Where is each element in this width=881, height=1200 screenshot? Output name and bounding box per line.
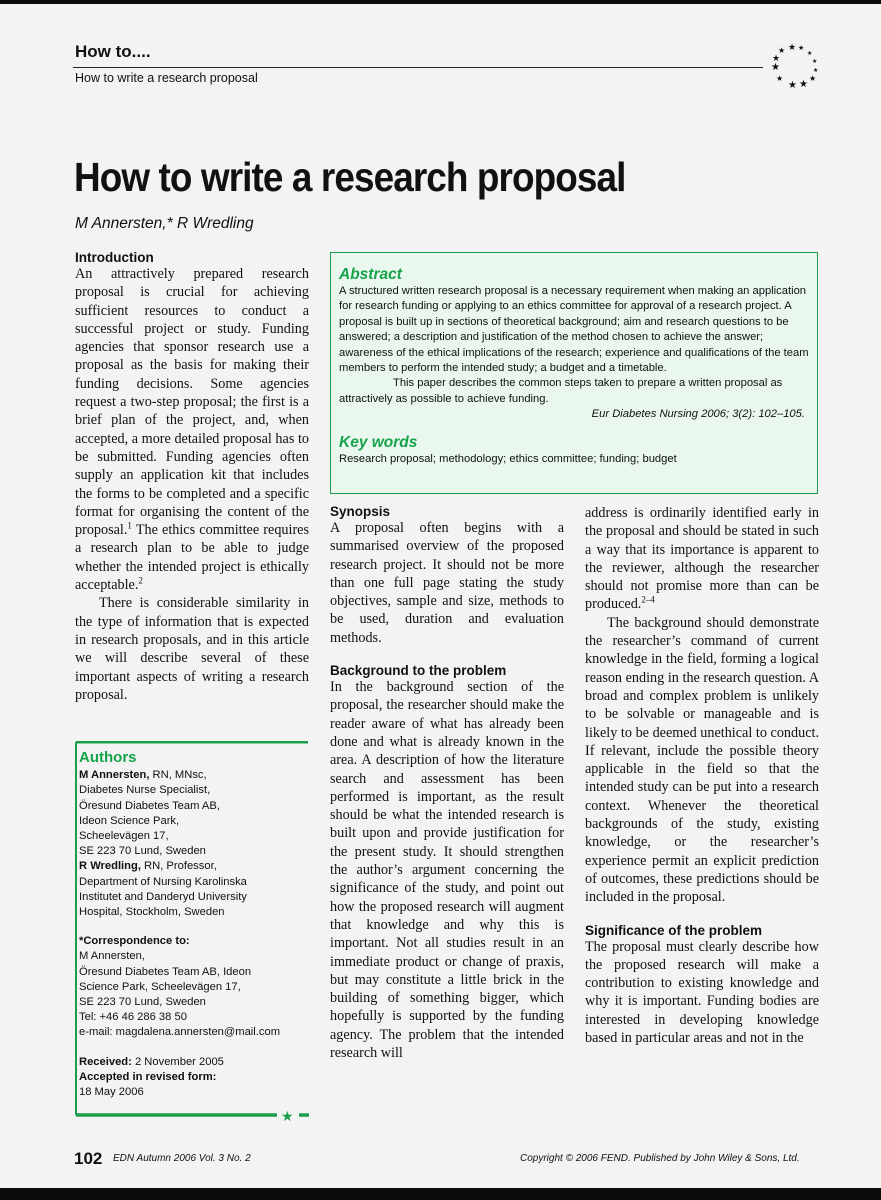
svg-text:★: ★ — [799, 79, 808, 90]
background-text: In the background section of the proposal, the researcher should make the reader aware of what has already been done and what is already known in the area. A description of how the literature search and assessment has been performed is important, as the result should be what the intended research is built upon and provide justification for the present study. It should strengthen the author’s argument concerning the significance of the study, and point out how the proposed research will augment that knowledge and why this is important. Not all studies result in an immediate product or change of praxis, but may constitute a little brick in the building of something bigger, which hopefully is supported by the funding agency. The problem that the intended research will — [330, 679, 564, 1062]
authors-box — [75, 741, 309, 1121]
author-1-affiliation-line: Ideon Science Park, — [79, 814, 180, 827]
author-2-affiliation-line: Hospital, Stockholm, Sweden — [79, 906, 225, 919]
correspondence-phone: Tel: +46 46 286 38 50 — [79, 1011, 187, 1024]
keywords-text: Research proposal; methodology; ethics committee; funding; budget — [339, 452, 677, 465]
author-1-affiliation-line: Diabetes Nurse Specialist, — [79, 784, 211, 797]
svg-text:★: ★ — [812, 59, 818, 65]
svg-text:★: ★ — [798, 44, 805, 52]
svg-text:★: ★ — [807, 51, 813, 57]
svg-text:★: ★ — [813, 68, 819, 74]
svg-text:★: ★ — [809, 74, 817, 83]
article-title: How to write a research proposal — [74, 154, 626, 200]
author-1: M Annersten, RN, MNsc, — [79, 769, 207, 782]
svg-text:★: ★ — [281, 1108, 294, 1121]
significance-heading: Significance of the problem — [585, 922, 763, 938]
correspondence-line: Öresund Diabetes Team AB, Ideon — [79, 965, 252, 978]
column-3 — [585, 504, 819, 1047]
column-3-paragraph-2: The background should demonstrate the researcher’s command of current knowledge in the field, forming a logical reason ending in the research question. A broad and complex problem is unlikely to be solvable or manageable and is likely to be deemed unethical to conduct. If relevant, include the possible theory applicable in the field so that the intended study can be put into a research context. Whenever the theoretical backgrounds of the study, existing knowledge, or the researcher’s experience permit an explicit prediction of outcomes, these predictions should be included in the proposal. — [585, 614, 819, 906]
eu-stars-icon — [766, 40, 822, 96]
correspondence-line: SE 223 70 Lund, Sweden — [79, 996, 206, 1009]
correspondence-email[interactable]: e-mail: magdalena.annersten@mail.com — [79, 1026, 281, 1039]
svg-text:★: ★ — [788, 42, 797, 52]
introduction-paragraph-2: There is considerable similarity in the type of information that is expected in research proposals, and in this article we will describe several of these important aspects of writing a research proposal. — [75, 595, 309, 703]
authors-heading: Authors — [79, 749, 137, 766]
author-1-affiliation-line: Öresund Diabetes Team AB, — [79, 799, 220, 812]
copyright-notice: Copyright © 2006 FEND. Published by John Wiley & Sons, Ltd. — [520, 1153, 800, 1164]
introduction-section — [75, 250, 309, 704]
svg-text:★: ★ — [772, 53, 781, 63]
accepted-date: 18 May 2006 — [79, 1086, 144, 1099]
correspondence-line: M Annersten, — [79, 950, 145, 963]
abstract-box — [330, 252, 818, 494]
background-heading: Background to the problem — [330, 663, 507, 679]
column-3-paragraph-1: address is ordinarily identified early in the proposal and should be stated in such a way that its importance is apparent to the reviewer, although the researcher should not promise more than can be produced.$^{2-4}$ — [585, 505, 819, 613]
journal-page — [0, 4, 881, 1188]
header-rule — [73, 67, 763, 68]
author-2: R Wredling, RN, Professor, — [79, 860, 217, 873]
column-2 — [330, 504, 564, 1062]
svg-text:★: ★ — [776, 74, 784, 83]
synopsis-text: A proposal often begins with a summarised overview of the proposed research project. It should not be more than one full page stating the study objectives, sample and size, methods to be used, duration and evaluation methods. — [330, 520, 564, 646]
keywords-heading: Key words — [339, 433, 418, 451]
section-subtitle: How to write a research proposal — [75, 71, 258, 85]
abstract-citation: Eur Diabetes Nursing 2006; 3(2): 102–105. — [591, 408, 805, 421]
correspondence-heading: *Correspondence to: — [79, 935, 190, 948]
page-number: 102 — [74, 1149, 103, 1168]
author-2-affiliation-line: Institutet and Danderyd University — [79, 890, 247, 903]
accepted-label: Accepted in revised form: — [79, 1070, 217, 1083]
received-date: Received: 2 November 2005 — [79, 1055, 224, 1068]
significance-text: The proposal must clearly describe how the proposed research will make a contribution to existing knowledge and why it is important. Funding bodies are interested in developing knowledge based in particular areas and not in the — [585, 938, 819, 1047]
svg-text:★: ★ — [778, 46, 786, 55]
svg-text:★: ★ — [771, 62, 780, 73]
journal-issue: EDN Autumn 2006 Vol. 3 No. 2 — [113, 1153, 251, 1164]
author-1-affiliation-line: SE 223 70 Lund, Sweden — [79, 845, 206, 858]
author-byline: M Annersten,* R Wredling — [75, 215, 254, 232]
introduction-paragraph-1: An attractively prepared research proposal is crucial for achieving sufficient resources to conduct a successful project or study. Funding agencies that sponsor research use a proposal as the basis for making their funding decisions. Some agencies request a two-step proposal; the first is a brief plan of the project, and, when accepted, a more detailed proposal has to be submitted. Funding agencies often supply an application kit that includes the forms to be completed and a specific format for organising the content of the proposal.$^1$ The ethics committee requires a research plan to be able to judge whether the intended project is ethically acceptable.$^2$ — [75, 266, 309, 594]
abstract-heading: Abstract — [339, 266, 402, 283]
section-title: How to.... — [75, 42, 151, 61]
introduction-heading: Introduction — [75, 250, 154, 265]
author-2-affiliation-line: Department of Nursing Karolinska — [79, 875, 247, 888]
abstract-text-2: This paper describes the common steps taken to prepare a written proposal as attractively as possible to achieve funding. — [339, 377, 783, 405]
correspondence-line: Science Park, Scheelevägen 17, — [79, 980, 241, 993]
author-1-affiliation-line: Scheelevägen 17, — [79, 830, 169, 843]
abstract-text: A structured written research proposal is a necessary requirement when making an application for research funding or applying to an ethics committee for approval of a research project. A proposal is built up in sections of theoretical background; aim and research questions to be answered; a description and justification of the method chosen to achieve the answer; awareness of the ethical implications of the research; experience and qualifications of the team members to perform the intended study; a budget and a timetable. — [339, 285, 809, 375]
svg-text:★: ★ — [788, 80, 797, 91]
synopsis-heading: Synopsis — [330, 504, 391, 519]
